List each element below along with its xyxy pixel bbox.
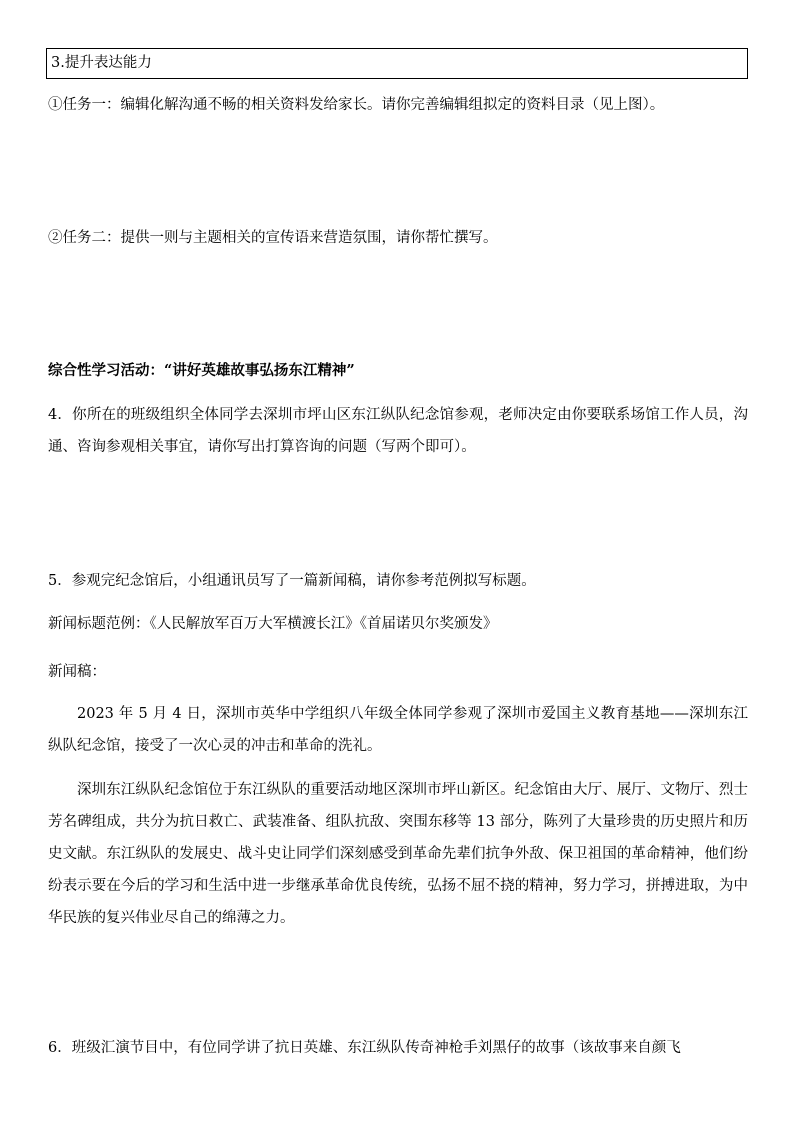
news-paragraph-2: 深圳东江纵队纪念馆位于东江纵队的重要活动地区深圳市坪山新区。纪念馆由大厅、展厅、文物厅、烈士芳名碑组成，共分为抗日救亡、武装准备、组队抗敌、突围东移等 13 部分，陈列了大量珍贵的历史照片和历史文献。东江纵队的发展史、战斗史让同学们深刻感受到革命先辈们抗争外敌、保卫祖国的革命精神，他们纷纷表示要在今后的学习和生活中进一步继承革命优良传统，弘扬不屈不挠的精神，努力学习，拼搏进取，为中华民族的复兴伟业尽自己的绵薄之力。 (48, 782, 748, 926)
headline-examples: 新闻标题范例：《人民解放军百万大军横渡长江》《首届诺贝尔奖颁发》 (48, 616, 498, 632)
news-paragraph-1: 2023 年 5 月 4 日，深圳市英华中学组织八年级全体同学参观了深圳市爱国主义教育基地——深圳东江纵队纪念馆，接受了一次心灵的冲击和革命的洗礼。 (48, 706, 748, 754)
task-1-text: ①任务一：编辑化解沟通不畅的相关资料发给家长。请你完善编辑组拟定的资料目录（见上图）。 (48, 97, 665, 113)
section-3-title-box (46, 48, 748, 79)
activity-title: 综合性学习活动：“讲好英雄故事弘扬东江精神” (48, 362, 355, 379)
section-3-title: 3.提升表达能力 (51, 55, 152, 71)
question-6-text: 6．班级汇演节目中，有位同学讲了抗日英雄、东江纵队传奇神枪手刘黑仔的故事（该故事来自颜飞 (48, 1040, 681, 1056)
question-5-text: 5．参观完纪念馆后，小组通讯员写了一篇新闻稿，请你参考范例拟写标题。 (48, 573, 536, 589)
task-2-text: ②任务二：提供一则与主题相关的宣传语来营造氛围，请你帮忙撰写。 (48, 230, 498, 246)
question-4-text: 4．你所在的班级组织全体同学去深圳市坪山区东江纵队纪念馆参观，老师决定由你要联系场馆工作人员，沟通、咨询参观相关事宜，请你写出打算咨询的问题（写两个即可）。 (48, 407, 748, 455)
news-label: 新闻稿： (48, 664, 106, 680)
